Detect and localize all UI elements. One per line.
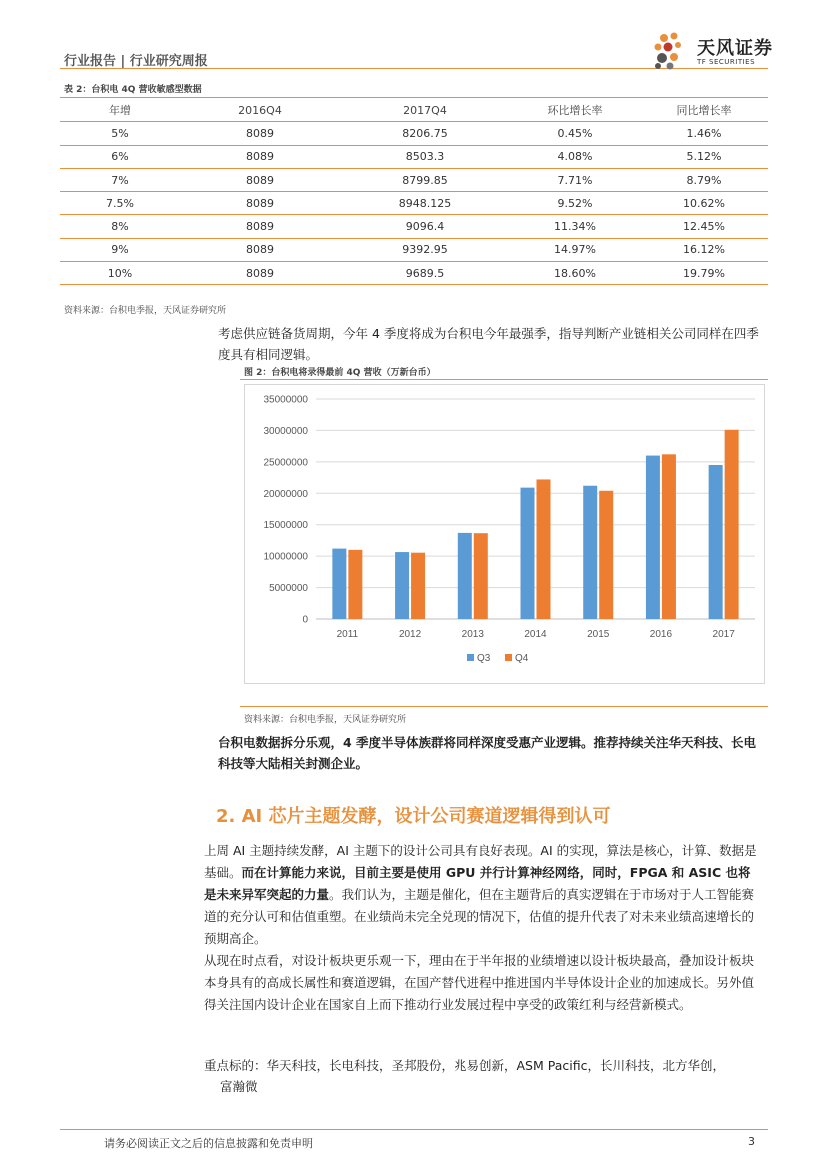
paragraph-supply-chain: 考虑供应链备货周期，今年 4 季度将成为台积电今年最强季，指导判断产业链相关公司同样在四季度具有相同逻辑。 bbox=[218, 326, 759, 362]
footer-divider bbox=[60, 1129, 768, 1130]
sensitivity-table bbox=[60, 99, 768, 285]
table-cell: 9096.4 bbox=[340, 215, 510, 238]
table-cell: 6% bbox=[60, 145, 180, 168]
table-row bbox=[60, 168, 768, 191]
table-row bbox=[60, 145, 768, 168]
y-tick-label: 5000000 bbox=[269, 583, 308, 595]
table-cell: 1.46% bbox=[640, 122, 768, 145]
bar-q3 bbox=[709, 465, 723, 619]
table-cell: 8089 bbox=[180, 168, 340, 191]
column-header: 2016Q4 bbox=[180, 99, 340, 122]
table-top-rule bbox=[60, 97, 768, 98]
y-tick-label: 20000000 bbox=[263, 488, 308, 500]
y-tick-label: 35000000 bbox=[263, 394, 308, 406]
x-tick-label: 2015 bbox=[587, 629, 610, 640]
table-cell: 4.08% bbox=[510, 145, 640, 168]
para3-text-c: 。我们认为，主题是催化，但在主题背后的真实逻辑在于市场对于人工智能赛道的充分认可和估值重塑。在业绩尚未完全兑现的情况下，估值的提升代表了对未来业绩高速增长的预期高企。 bbox=[204, 887, 755, 946]
table-cell: 10.62% bbox=[640, 192, 768, 215]
table-cell: 8.79% bbox=[640, 168, 768, 191]
x-tick-label: 2011 bbox=[336, 629, 359, 640]
x-tick-label: 2012 bbox=[398, 629, 422, 640]
table-row bbox=[60, 192, 768, 215]
table-cell: 9% bbox=[60, 238, 180, 261]
y-tick-label: 10000000 bbox=[263, 551, 308, 563]
table-cell: 7.71% bbox=[510, 168, 640, 191]
table-cell: 8089 bbox=[180, 122, 340, 145]
table-header-row bbox=[60, 99, 768, 122]
bar-q3 bbox=[521, 488, 535, 619]
y-tick-label: 30000000 bbox=[263, 425, 308, 437]
legend-swatch-q3 bbox=[467, 654, 474, 661]
section-title: 2. AI 芯片主题发酵，设计公司赛道逻辑得到认可 bbox=[216, 806, 611, 827]
table-row bbox=[60, 122, 768, 145]
table-cell: 7.5% bbox=[60, 192, 180, 215]
table-cell: 9.52% bbox=[510, 192, 640, 215]
y-tick-label: 0 bbox=[302, 614, 308, 626]
bar-q4 bbox=[662, 454, 676, 619]
table-cell: 0.45% bbox=[510, 122, 640, 145]
chart-frame bbox=[244, 384, 765, 684]
logo-name-cn: 天风证券 bbox=[697, 38, 773, 59]
figure-title: 图 2：台积电将录得最前 4Q 营收（万新台币） bbox=[244, 368, 436, 378]
figure-top-rule bbox=[240, 379, 768, 380]
table-cell: 8948.125 bbox=[340, 192, 510, 215]
table-cell: 8089 bbox=[180, 145, 340, 168]
table-cell: 8089 bbox=[180, 215, 340, 238]
paragraph-ai-theme bbox=[204, 840, 762, 950]
table-row bbox=[60, 215, 768, 238]
column-header: 环比增长率 bbox=[510, 99, 640, 122]
page-number: 3 bbox=[748, 1135, 755, 1148]
report-header: 行业报告 | 行业研究周报 bbox=[64, 54, 208, 69]
table-cell: 8799.85 bbox=[340, 168, 510, 191]
table-cell: 9689.5 bbox=[340, 262, 510, 285]
figure-source: 资料来源：台积电季报，天风证券研究所 bbox=[244, 715, 407, 725]
x-tick-label: 2016 bbox=[649, 629, 673, 640]
table-cell: 10% bbox=[60, 262, 180, 285]
paragraph-recommendation: 台积电数据拆分乐观，4 季度半导体族群将同样深度受惠产业逻辑。推荐持续关注华天科技、长电科技等大陆相关封测企业。 bbox=[218, 735, 757, 771]
bar-q3 bbox=[332, 549, 346, 619]
table-cell: 8206.75 bbox=[340, 122, 510, 145]
paragraph-design-outlook: 从现在时点看，对设计板块更乐观一下，理由在于半年报的业绩增速以设计板块最高，叠加设计板块本身具有的高成长属性和赛道逻辑，在国产替代进程中推进国内半导体设计企业的加速成长。另外值得关注国内设计企业在国家自上而下推动行业发展过程中享受的政策红利与经营新模式。 bbox=[204, 953, 755, 1012]
column-header: 2017Q4 bbox=[340, 99, 510, 122]
table-cell: 12.45% bbox=[640, 215, 768, 238]
bar-q4 bbox=[537, 479, 551, 619]
table-cell: 5.12% bbox=[640, 145, 768, 168]
bar-q4 bbox=[725, 430, 739, 619]
column-header: 同比增长率 bbox=[640, 99, 768, 122]
y-tick-label: 15000000 bbox=[263, 520, 308, 532]
legend-label: Q4 bbox=[515, 653, 529, 664]
table-cell: 8089 bbox=[180, 192, 340, 215]
y-tick-label: 25000000 bbox=[263, 457, 308, 469]
bar-q4 bbox=[599, 491, 613, 619]
key-stocks-line1: 重点标的：华天科技，长电科技，圣邦股份，兆易创新，ASM Pacific，长川科技，北方华创， bbox=[204, 1058, 725, 1073]
table-cell: 11.34% bbox=[510, 215, 640, 238]
logo-name-en: TF SECURITIES bbox=[697, 58, 756, 66]
bar-q3 bbox=[395, 552, 409, 619]
table-cell: 14.97% bbox=[510, 238, 640, 261]
x-tick-label: 2014 bbox=[524, 629, 547, 640]
table-cell: 19.79% bbox=[640, 262, 768, 285]
tf-logo-icon bbox=[650, 30, 694, 72]
table-cell: 7% bbox=[60, 168, 180, 191]
para3-text-a: 上周 AI 主题持续发酵，AI 主题下的设计公司具有良好表现。AI 的实现，算法是核心，计算、数据是基础。 bbox=[204, 843, 757, 880]
table-cell: 8% bbox=[60, 215, 180, 238]
footer-notice: 请务必阅读正文之后的信息披露和免责申明 bbox=[104, 1137, 313, 1150]
table-cell: 9392.95 bbox=[340, 238, 510, 261]
table-cell: 5% bbox=[60, 122, 180, 145]
legend-label: Q3 bbox=[477, 653, 491, 664]
bar-q4 bbox=[474, 533, 488, 619]
table-title: 表 2：台积电 4Q 营收敏感型数据 bbox=[64, 85, 202, 95]
table-row bbox=[60, 238, 768, 261]
table-cell: 8503.3 bbox=[340, 145, 510, 168]
table-cell: 8089 bbox=[180, 262, 340, 285]
key-stocks-line2: 富瀚微 bbox=[220, 1079, 258, 1094]
x-tick-label: 2013 bbox=[461, 629, 484, 640]
bar-q3 bbox=[646, 456, 660, 619]
bar-q4 bbox=[348, 550, 362, 619]
table-source: 资料来源：台积电季报，天风证券研究所 bbox=[64, 306, 227, 316]
table-row bbox=[60, 262, 768, 285]
figure-bottom-rule bbox=[240, 706, 768, 707]
table-cell: 18.60% bbox=[510, 262, 640, 285]
x-tick-label: 2017 bbox=[712, 629, 735, 640]
column-header: 年增 bbox=[60, 99, 180, 122]
table-cell: 8089 bbox=[180, 238, 340, 261]
bar-q3 bbox=[458, 533, 472, 619]
bar-q3 bbox=[583, 486, 597, 619]
table-cell: 16.12% bbox=[640, 238, 768, 261]
para3-text-bold: 而在计算能力来说，目前主要是使用 GPU 并行计算神经网络，同时，FPGA 和 ASIC 也将是未来异军突起的力量 bbox=[204, 865, 751, 902]
bar-q4 bbox=[411, 553, 425, 619]
legend-swatch-q4 bbox=[505, 654, 512, 661]
revenue-bar-chart bbox=[245, 385, 764, 683]
